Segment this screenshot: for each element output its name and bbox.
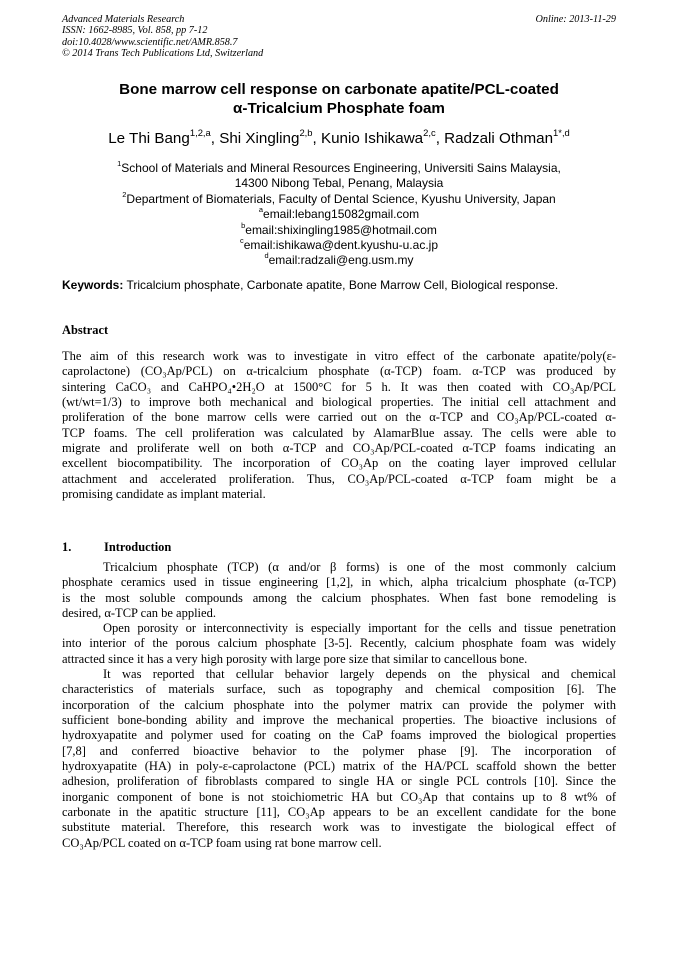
text-line: TCP foams. The cell proliferation was calculated by AlamarBlue assay. The cells were able to	[62, 425, 616, 440]
email-mark: c	[240, 236, 244, 246]
text-line: adhesion, proliferation of fibroblasts compared to single HA or single PCL controls [10]. Since the	[62, 774, 616, 789]
text-line: CO₃Ap/PCL coated on α-TCP foam using rat bone marrow cell.	[62, 835, 382, 850]
text-line: desired, α-TCP can be applied.	[62, 606, 216, 621]
email-mark: b	[241, 220, 246, 230]
copyright-line: © 2014 Trans Tech Publications Ltd, Switzerland	[62, 47, 264, 59]
email-address[interactable]: email:radzali@eng.usm.my	[268, 253, 414, 268]
text-line: caprolactone) (CO₃Ap/PCL) on α-tricalcium phosphate (α-TCP) foam. α-TCP was produced by	[62, 364, 616, 379]
text-line: Tricalcium phosphate (TCP) (α and/or β forms) is one of the most commonly calcium	[103, 560, 616, 574]
author-list	[62, 126, 616, 148]
section-title: Introduction	[104, 540, 172, 554]
author-affiliation-mark: 2,b	[299, 126, 313, 138]
email-address[interactable]: email:lebang15082gmail.com	[263, 207, 420, 222]
email-address[interactable]: email:ishikawa@dent.kyushu-u.ac.jp	[243, 238, 438, 253]
author-separator: ,	[435, 130, 445, 147]
text-line: sufficient bone-bonding ability and improve the mechanical properties. The bioactive inclusions of	[62, 713, 616, 728]
text-line: It was reported that cellular behavior largely depends on the physical and chemical	[103, 667, 616, 681]
text-line: promising candidate as implant material.	[62, 487, 266, 502]
text-line: carbonate in the apatitic structure [11], CO₃Ap appears to be an excellent candidate for the bone	[62, 805, 616, 820]
text-line: migrate and proliferate well on both α-TCP and CO₃Ap/PCL-coated α-TCP foams indicating an	[62, 441, 616, 456]
affiliation-1-address: 14300 Nibong Tebal, Penang, Malaysia	[234, 176, 444, 191]
affiliation-mark: 1	[117, 159, 122, 168]
keywords-text: Tricalcium phosphate, Carbonate apatite, Bone Marrow Cell, Biological response.	[123, 278, 559, 292]
email-mark: d	[264, 251, 269, 261]
text-line: The aim of this research work was to investigate in vitro effect of the carbonate apatite/poly(ε-	[62, 349, 616, 363]
email-mark: a	[258, 205, 264, 215]
author-name: Le Thi Bang	[108, 130, 190, 147]
issn-line: ISSN: 1662-8985, Vol. 858, pp 7-12	[62, 25, 208, 37]
text-line: proliferation of the bone marrow cells were carried out on the α-TCP and CO₃Ap/PCL-coated α-	[62, 410, 616, 425]
paper-title	[62, 80, 616, 118]
email-d	[62, 253, 616, 268]
text-line: phosphate ceramics used in tissue engineering [1,2], in which, alpha tricalcium phosphate (α-TCP)	[62, 575, 616, 590]
abstract-body	[62, 349, 616, 502]
email-address[interactable]: email:shixingling1985@hotmail.com	[245, 222, 437, 237]
author-separator: ,	[210, 130, 220, 147]
affiliation-1	[62, 161, 616, 176]
section-number: 1.	[62, 540, 72, 554]
affiliation-2	[62, 189, 616, 207]
text-line: Open porosity or interconnectivity is especially important for the cells and tissue penetration	[103, 621, 616, 635]
text-line: attachment and accelerated proliferation. Thus, CO₃Ap/PCL-coated α-TCP foam might be a	[62, 471, 616, 486]
text-line: sintering CaCO₃ and CaHPO₄•2H₂O at 1500°C for 5 h. It was then coated with CO₃Ap/PCL	[62, 379, 616, 394]
email-b	[62, 220, 616, 238]
keywords	[62, 278, 616, 293]
author-name: Shi Xingling	[219, 130, 300, 147]
title-line-1: Bone marrow cell response on carbonate apatite/PCL-coated	[119, 81, 559, 98]
text-line: excellent biocompatibility. The incorporation of CO₃Ap on the coating layer improved cellular	[62, 456, 616, 471]
text-line: attracted since it has a very high porosity with large pore size that similar to cancellous bone.	[62, 651, 528, 666]
text-line: substitute material. Therefore, this research work was to investigate the biological effect of	[62, 820, 616, 835]
text-line: characteristics of materials surface, such as topography and chemical composition [6]. The	[62, 682, 616, 697]
text-line: into interior of the porous calcium phosphate [3-5]. Recently, calcium phosphate foam was widely	[62, 636, 616, 651]
running-header	[62, 14, 616, 59]
text-line: inorganic component of bone is not stoichiometric HA but CO₃Ap that contains up to 8 wt% of	[62, 789, 616, 804]
author-name: Radzali Othman	[444, 130, 554, 147]
title-line-2: α-Tricalcium Phosphate foam	[233, 100, 445, 117]
affiliation-text: Department of Biomaterials, Faculty of Dental Science, Kyushu University, Japan	[126, 191, 556, 206]
intro-paragraph-3	[62, 667, 616, 851]
intro-paragraph-2	[62, 621, 616, 667]
author-separator: ,	[312, 130, 321, 147]
text-line: incorporation of the calcium phosphate into the polymer matrix can provide the polymer with	[62, 697, 616, 712]
doi-line: doi:10.4028/www.scientific.net/AMR.858.7	[62, 36, 238, 48]
text-line: hydroxyapatite (HA) in poly-ε-caprolactone (PCL) matrix of the HA/PCL scaffold shown the better	[62, 759, 616, 774]
author-affiliation-mark: 1,2,a	[189, 126, 211, 138]
author-affiliation-mark: 1*,d	[553, 126, 570, 138]
abstract-heading: Abstract	[62, 323, 109, 337]
email-c	[62, 238, 616, 253]
affiliation-text: School of Materials and Mineral Resources Engineering, Universiti Sains Malaysia,	[121, 161, 561, 175]
intro-paragraph-1	[62, 560, 616, 621]
text-line: hydroxyapatite and polymer used for coating on the CaP foams improved the biological properties	[62, 728, 616, 743]
affiliations	[62, 161, 616, 269]
author-name: Kunio Ishikawa	[320, 130, 424, 147]
affiliation-mark: 2	[122, 189, 127, 199]
keywords-label: Keywords:	[62, 278, 124, 292]
online-date: Online: 2013-11-29	[535, 14, 616, 25]
text-line: is the most soluble compounds among the calcium phosphates. When fast bone remodeling is	[62, 590, 616, 605]
journal-name: Advanced Materials Research	[62, 14, 185, 25]
email-a	[62, 207, 616, 222]
text-line: [7,8] and conferred bioactive behavior to the polymer phase [9]. The incorporation of	[62, 743, 616, 758]
section-heading	[62, 540, 171, 555]
text-line: (wt/wt=1/3) to improve both mechanical and biological properties. The initial cell attachment and	[62, 395, 616, 410]
author-affiliation-mark: 2,c	[423, 126, 436, 138]
